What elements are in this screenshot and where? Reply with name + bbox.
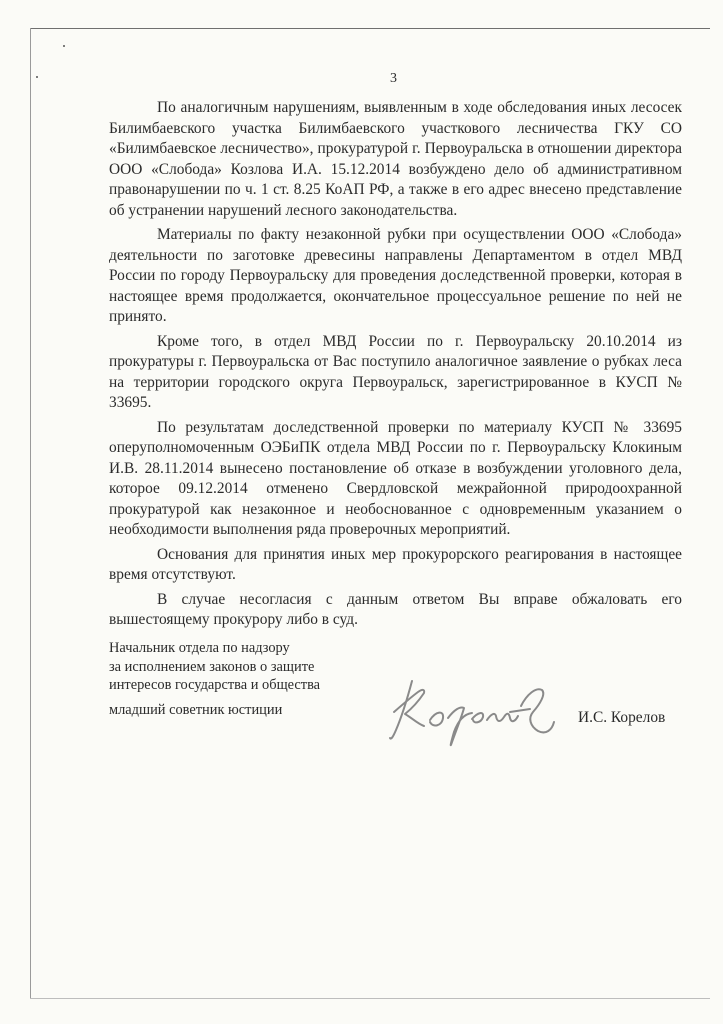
scan-edge-left: [30, 28, 31, 998]
signer-name: И.С. Корелов: [578, 709, 666, 726]
position-line: Начальник отдела по надзору: [109, 640, 290, 656]
letter-body: [109, 98, 682, 635]
position-line: интересов государства и общества: [109, 677, 321, 694]
signatory-position: [109, 639, 389, 695]
paragraph-no-grounds: Основания для принятия иных мер прокурорского реагирования в настоящее время отсутствуют.: [109, 545, 682, 583]
handwritten-signature: [384, 672, 574, 757]
scan-speck: [36, 76, 38, 78]
position-line: за исполнением законов о защите: [109, 658, 315, 675]
scan-edge-bottom: [30, 998, 710, 999]
scan-edge-top: [30, 28, 710, 29]
paragraph-complaint: Кроме того, в отдел МВД России по г. Первоуральску 20.10.2014 из прокуратуры г. Первоуральска от Вас поступило аналогичное заявление о рубках леса на территории городского округа Первоуральск, зарегистрированное в КУСП № 33695.: [109, 332, 682, 411]
paragraph-inspection-results: По результатам доследственной проверки по материалу КУСП № 33695 оперуполномоченным ОЭБиПК отдела МВД России по г. Первоуральску Клокиным И.В. 28.11.2014 вынесено постановление об отказе в возбуждении уголовного дела, которое 09.12.2014 отменено Свердловской межрайонной природоохранной прокуратурой как незаконное и необоснованное с одновременным указанием о необходимости выполнения ряда проверочных мероприятий.: [109, 418, 682, 538]
paragraph-violations: По аналогичным нарушениям, выявленным в ходе обследования иных лесосек Билимбаевского участка Билимбаевского участкового лесничества ГКУ СО «Билимбаевское лесничество», прокуратурой г. Первоуральска в отношении директора ООО «Слобода» Козлова И.А. 15.12.2014 возбуждено дело об административном правонарушении по ч. 1 ст. 8.25 КоАП РФ, а также в его адрес внесено представление об устранении нарушений лесного законодательства.: [109, 99, 682, 219]
page-number: 3: [390, 71, 397, 86]
paragraph-materials: Материалы по факту незаконной рубки при осуществлении ООО «Слобода» деятельности по заготовке древесины направлены Департаментом в отдел МВД России по городу Первоуральску для проведения доследственной проверки, которая в настоящее время продолжается, окончательное процессуальное решение по ней не принято.: [109, 226, 682, 325]
signatory-rank: младший советник юстиции: [109, 702, 283, 718]
scan-speck: [63, 45, 65, 47]
paragraph-appeal: В случае несогласия с данным ответом Вы вправе обжаловать его вышестоящему прокурору либо в суд.: [109, 590, 682, 628]
